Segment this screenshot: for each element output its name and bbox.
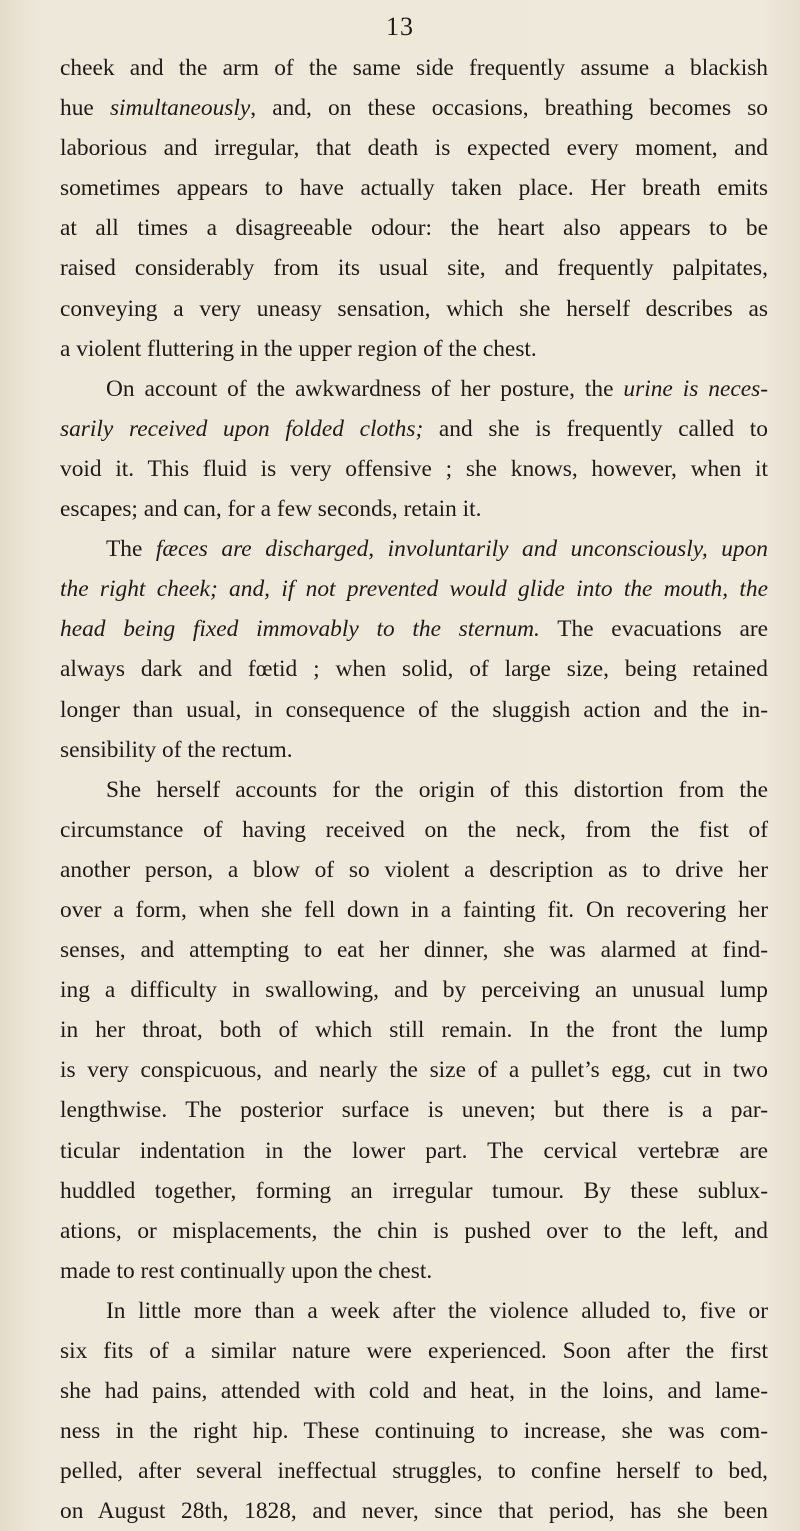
paragraph <box>60 1291 768 1531</box>
text-line: is very conspicuous, and nearly the size of a pullet’s egg, cut in two <box>60 1057 768 1084</box>
body-text <box>60 48 768 1531</box>
text-line: sometimes appears to have actually taken place. Her breath emits <box>60 175 768 202</box>
text-line: The fæces are discharged, involuntarily and unconsciously, upon <box>106 536 768 563</box>
text-line: On account of the awkwardness of her posture, the urine is neces- <box>106 375 768 402</box>
text-line: six fits of a similar nature were experienced. Soon after the first <box>60 1338 768 1364</box>
text-line: laborious and irregular, that death is expected every moment, and <box>60 135 768 162</box>
text-line: at all times a disagreeable odour: the heart also appears to be <box>60 215 768 242</box>
text-line: sarily received upon folded cloths; and she is frequently called to <box>60 415 768 442</box>
text-line: in her throat, both of which still remain. In the front the lump <box>60 1017 768 1044</box>
text-line: the right cheek; and, if not prevented would glide into the mouth, the <box>60 576 768 603</box>
text-line: ations, or misplacements, the chin is pushed over to the left, and <box>60 1217 768 1244</box>
text-line: she had pains, attended with cold and heat, in the loins, and lame- <box>60 1378 768 1405</box>
page-number: 13 <box>386 12 414 41</box>
text-line: She herself accounts for the origin of this distortion from the <box>106 776 768 803</box>
paragraph <box>60 529 768 770</box>
text-line: cheek and the arm of the same side frequently assume a blackish <box>60 55 768 81</box>
paragraph <box>60 48 768 369</box>
text-line: over a form, when she fell down in a fainting fit. On recovering her <box>60 896 768 923</box>
text-line: ing a difficulty in swallowing, and by perceiving an unusual lump <box>60 977 768 1004</box>
text-line: longer than usual, in consequence of the sluggish action and the in- <box>60 696 768 723</box>
paragraph <box>60 770 768 1291</box>
text-line: another person, a blow of so violent a description as to drive her <box>60 856 768 883</box>
paragraph <box>60 369 768 529</box>
text-line: In little more than a week after the violence alluded to, five or <box>106 1297 768 1324</box>
text-line: head being fixed immovably to the sternum. The evacuations are <box>60 616 769 643</box>
text-line: void it. This fluid is very offensive ; she knows, however, when it <box>60 455 768 482</box>
text-line: on August 28th, 1828, and never, since that period, has she been <box>60 1498 768 1525</box>
text-line: ness in the right hip. These continuing to increase, she was com- <box>60 1418 768 1445</box>
text-line: made to rest continually upon the chest. <box>60 1257 433 1284</box>
text-line: conveying a very uneasy sensation, which she herself describes as <box>60 295 768 322</box>
text-line: pelled, after several ineffectual struggles, to confine herself to bed, <box>60 1458 768 1485</box>
text-line: sensibility of the rectum. <box>60 736 293 763</box>
text-line: raised considerably from its usual site, and frequently palpitates, <box>60 255 768 282</box>
text-line: senses, and attempting to eat her dinner, she was alarmed at find- <box>60 937 768 964</box>
text-line: huddled together, forming an irregular tumour. By these sublux- <box>60 1177 768 1204</box>
text-line: circumstance of having received on the neck, from the fist of <box>60 816 768 843</box>
text-line: ticular indentation in the lower part. The cervical vertebræ are <box>60 1137 768 1164</box>
text-line: always dark and fœtid ; when solid, of large size, being retained <box>60 656 768 683</box>
text-line: a violent fluttering in the upper region of the chest. <box>60 335 537 362</box>
text-line: escapes; and can, for a few seconds, retain it. <box>60 496 482 523</box>
text-line: lengthwise. The posterior surface is uneven; but there is a par- <box>60 1097 768 1124</box>
text-line: hue simultaneously, and, on these occasions, breathing becomes so <box>60 95 768 122</box>
